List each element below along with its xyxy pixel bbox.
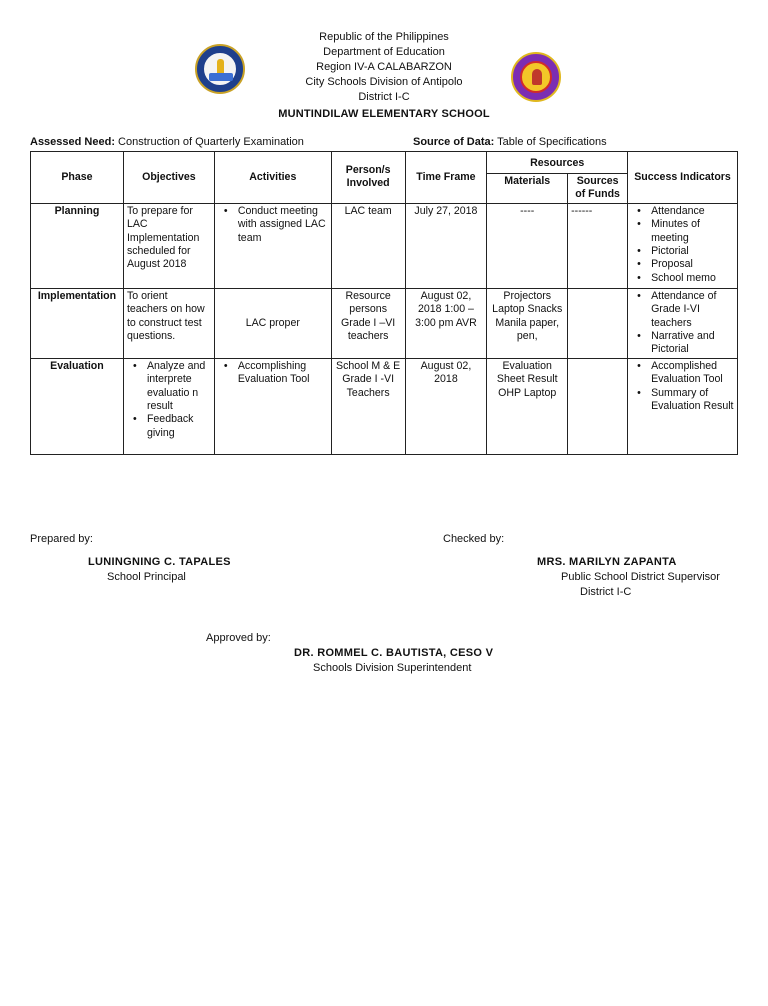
cell-activities: [214, 358, 331, 454]
list-item: • Minutes of meeting: [631, 218, 734, 245]
cell-funds: ------: [568, 203, 628, 288]
assessed-need: [30, 136, 304, 148]
table-header-row: [31, 152, 738, 174]
cell-time-frame: August 02, 2018 1:00 – 3:00 pm AVR: [405, 288, 487, 358]
table-row: [31, 288, 738, 358]
letterhead: [0, 30, 768, 122]
cell-indicators: [628, 288, 738, 358]
cell-materials: ----: [487, 203, 568, 288]
approved-by-name: DR. ROMMEL C. BAUTISTA, CESO V: [294, 647, 494, 659]
table-row: [31, 358, 738, 454]
cell-activities: [214, 203, 331, 288]
cell-indicators: [628, 358, 738, 454]
approved-by-title: Schools Division Superintendent: [313, 662, 472, 674]
cell-phase: Planning: [31, 203, 124, 288]
letterhead-line-region: Region IV-A CALABARZON: [316, 61, 452, 73]
cell-phase: Implementation: [31, 288, 124, 358]
cell-objectives: [123, 358, 214, 454]
checked-by-title: Public School District Supervisor: [561, 571, 720, 583]
letterhead-line-republic: Republic of the Philippines: [319, 31, 449, 43]
list-item: • Pictorial: [631, 245, 734, 258]
list-item: • Accomplishing Evaluation Tool: [218, 360, 328, 387]
list-item: • Feedback giving: [127, 413, 211, 440]
list-item: • School memo: [631, 272, 734, 285]
cell-persons: LAC team: [331, 203, 405, 288]
header-activities: Activities: [214, 152, 331, 204]
list-item: • Conduct meeting with assigned LAC team: [218, 205, 328, 245]
prepared-by-label: Prepared by:: [30, 533, 93, 545]
cell-funds: [568, 288, 628, 358]
cell-activities: LAC proper: [214, 288, 331, 358]
cell-persons: School M & E Grade I -VI Teachers: [331, 358, 405, 454]
list-item: • Summary of Evaluation Result: [631, 387, 734, 414]
header-indicators: Success Indicators: [628, 152, 738, 204]
header-objectives: Objectives: [123, 152, 214, 204]
list-item: • Narrative and Pictorial: [631, 330, 734, 357]
assessed-need-value: Construction of Quarterly Examination: [115, 136, 304, 148]
table-row: [31, 203, 738, 288]
header-resources: Resources: [487, 152, 628, 174]
checked-by-label: Checked by:: [443, 533, 505, 545]
list-item: • Attendance of Grade I-VI teachers: [631, 290, 734, 330]
cell-indicators: [628, 203, 738, 288]
checked-by-name: MRS. MARILYN ZAPANTA: [537, 556, 677, 568]
header-phase: Phase: [31, 152, 124, 204]
header-materials: Materials: [487, 174, 568, 204]
cell-objectives: To prepare for LAC Implementation scheduled for August 2018: [123, 203, 214, 288]
header-time-frame: Time Frame: [405, 152, 487, 204]
letterhead-line-district: District I-C: [358, 91, 410, 103]
approved-by-label: Approved by:: [206, 632, 271, 644]
cell-time-frame: July 27, 2018: [405, 203, 487, 288]
list-item: • Accomplished Evaluation Tool: [631, 360, 734, 387]
list-item: • Attendance: [631, 205, 734, 218]
prepared-by-title: School Principal: [107, 571, 186, 583]
header-funds: Sources of Funds: [568, 174, 628, 204]
cell-time-frame: August 02, 2018: [405, 358, 487, 454]
cell-objectives: To orient teachers on how to construct test questions.: [123, 288, 214, 358]
cell-persons: Resource persons Grade I –VI teachers: [331, 288, 405, 358]
header-persons: Person/s Involved: [331, 152, 405, 204]
source-of-data-value: Table of Specifications: [494, 136, 607, 148]
list-item: • Analyze and interprete evaluatio n result: [127, 360, 211, 414]
assessed-need-label: Assessed Need:: [30, 136, 115, 148]
action-plan-table: [30, 151, 738, 455]
checked-by-district: District I-C: [580, 586, 632, 598]
source-of-data: [413, 136, 607, 148]
cell-materials: Projectors Laptop Snacks Manila paper, pen,: [487, 288, 568, 358]
source-of-data-label: Source of Data:: [413, 136, 495, 148]
letterhead-line-department: Department of Education: [323, 46, 445, 58]
cell-funds: [568, 358, 628, 454]
list-item: • Proposal: [631, 258, 734, 271]
cell-materials: Evaluation Sheet Result OHP Laptop: [487, 358, 568, 454]
prepared-by-name: LUNINGNING C. TAPALES: [88, 556, 231, 568]
school-name: MUNTINDILAW ELEMENTARY SCHOOL: [278, 108, 490, 120]
cell-phase: Evaluation: [31, 358, 124, 454]
letterhead-line-division: City Schools Division of Antipolo: [305, 76, 463, 88]
